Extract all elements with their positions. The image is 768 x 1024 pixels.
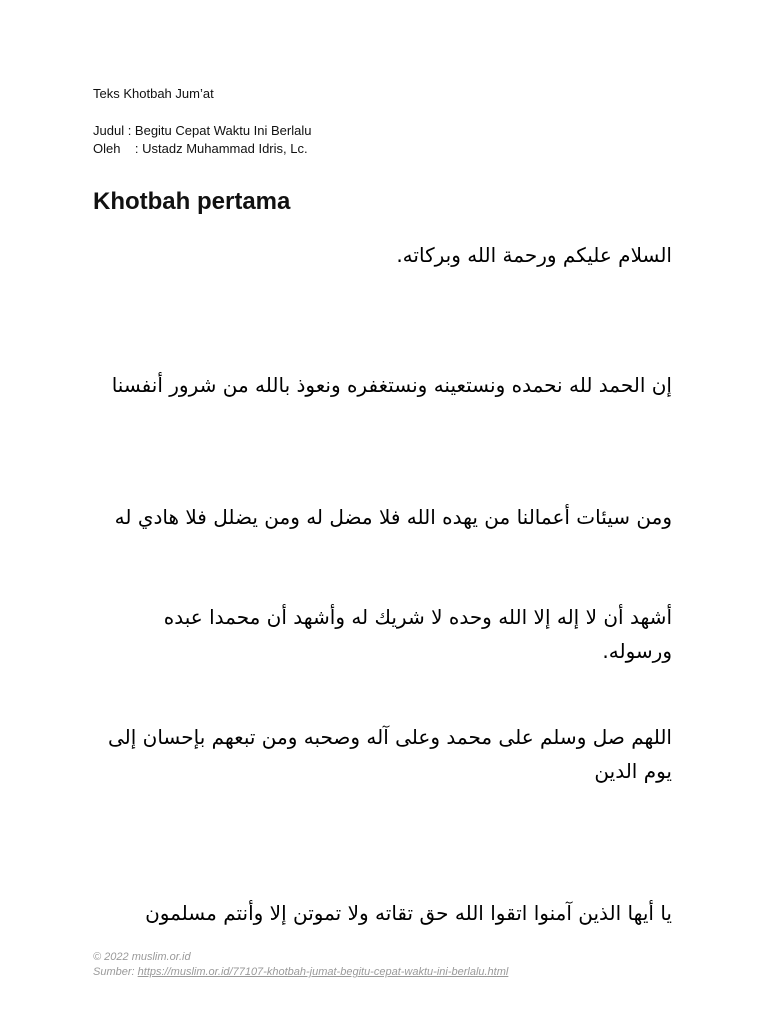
- arabic-paragraph-6: يا أيها الذين آمنوا اتقوا الله حق تقاته ولا تموتن إلا وأنتم مسلمون: [145, 901, 672, 925]
- page-footer: [93, 950, 508, 980]
- section-heading: Khotbah pertama: [93, 188, 291, 215]
- footer-source-label: Sumber:: [93, 966, 138, 978]
- footer-source: [93, 965, 508, 980]
- arabic-paragraph-5: اللهم صل وسلم على محمد وعلى آله وصحبه ومن تبعهم بإحسان إلى يوم الدين: [107, 725, 672, 783]
- arabic-paragraph-4: أشهد أن لا إله إلا الله وحده لا شريك له وأشهد أن محمدا عبده ورسوله.: [163, 605, 672, 663]
- meta-judul: Judul : Begitu Cepat Waktu Ini Berlalu: [93, 123, 312, 138]
- arabic-paragraph-3: ومن سيئات أعمالنا من يهده الله فلا مضل له ومن يضلل فلا هادي له: [114, 505, 672, 529]
- arabic-paragraph-2: إن الحمد لله نحمده ونستعينه ونستغفره ونعوذ بالله من شرور أنفسنا: [111, 373, 672, 397]
- document-meta: [93, 122, 311, 158]
- arabic-paragraph-1: السلام عليكم ورحمة الله وبركاته.: [396, 243, 672, 267]
- document-top-title: Teks Khotbah Jum’at: [93, 86, 214, 101]
- footer-copyright: © 2022 muslim.or.id: [93, 951, 191, 963]
- footer-source-link[interactable]: https://muslim.or.id/77107-khotbah-jumat-begitu-cepat-waktu-ini-berlalu.html: [137, 966, 509, 978]
- meta-oleh: Oleh : Ustadz Muhammad Idris, Lc.: [93, 141, 308, 156]
